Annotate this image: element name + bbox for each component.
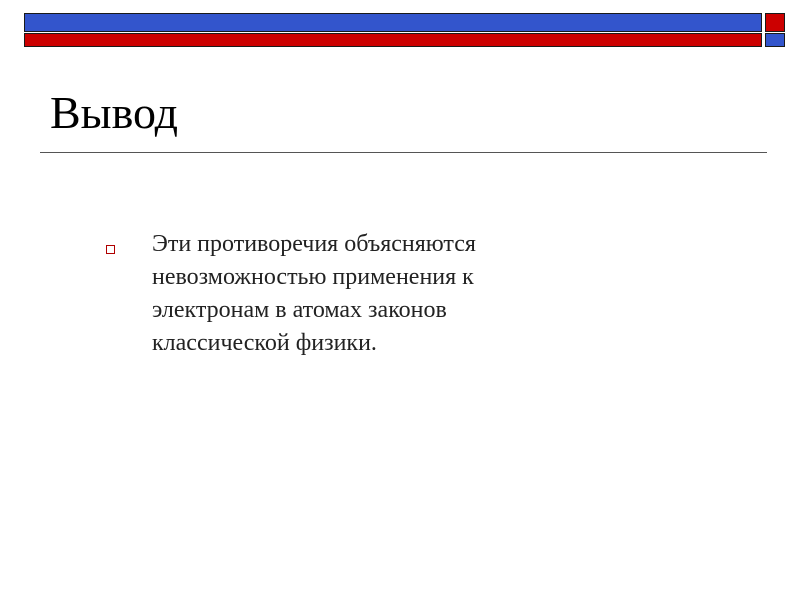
header-bar-blue bbox=[24, 13, 762, 32]
corner-square-red bbox=[765, 13, 785, 32]
title-divider bbox=[40, 152, 767, 153]
corner-square-blue bbox=[765, 33, 785, 47]
bullet-item bbox=[106, 228, 586, 360]
bullet-text: Эти противоречия объясняются невозможностью применения к электронам в атомах законов классической физики. bbox=[152, 231, 476, 356]
square-bullet-icon bbox=[106, 245, 115, 254]
slide-title: Вывод bbox=[50, 87, 179, 138]
header-bar-red bbox=[24, 33, 762, 47]
